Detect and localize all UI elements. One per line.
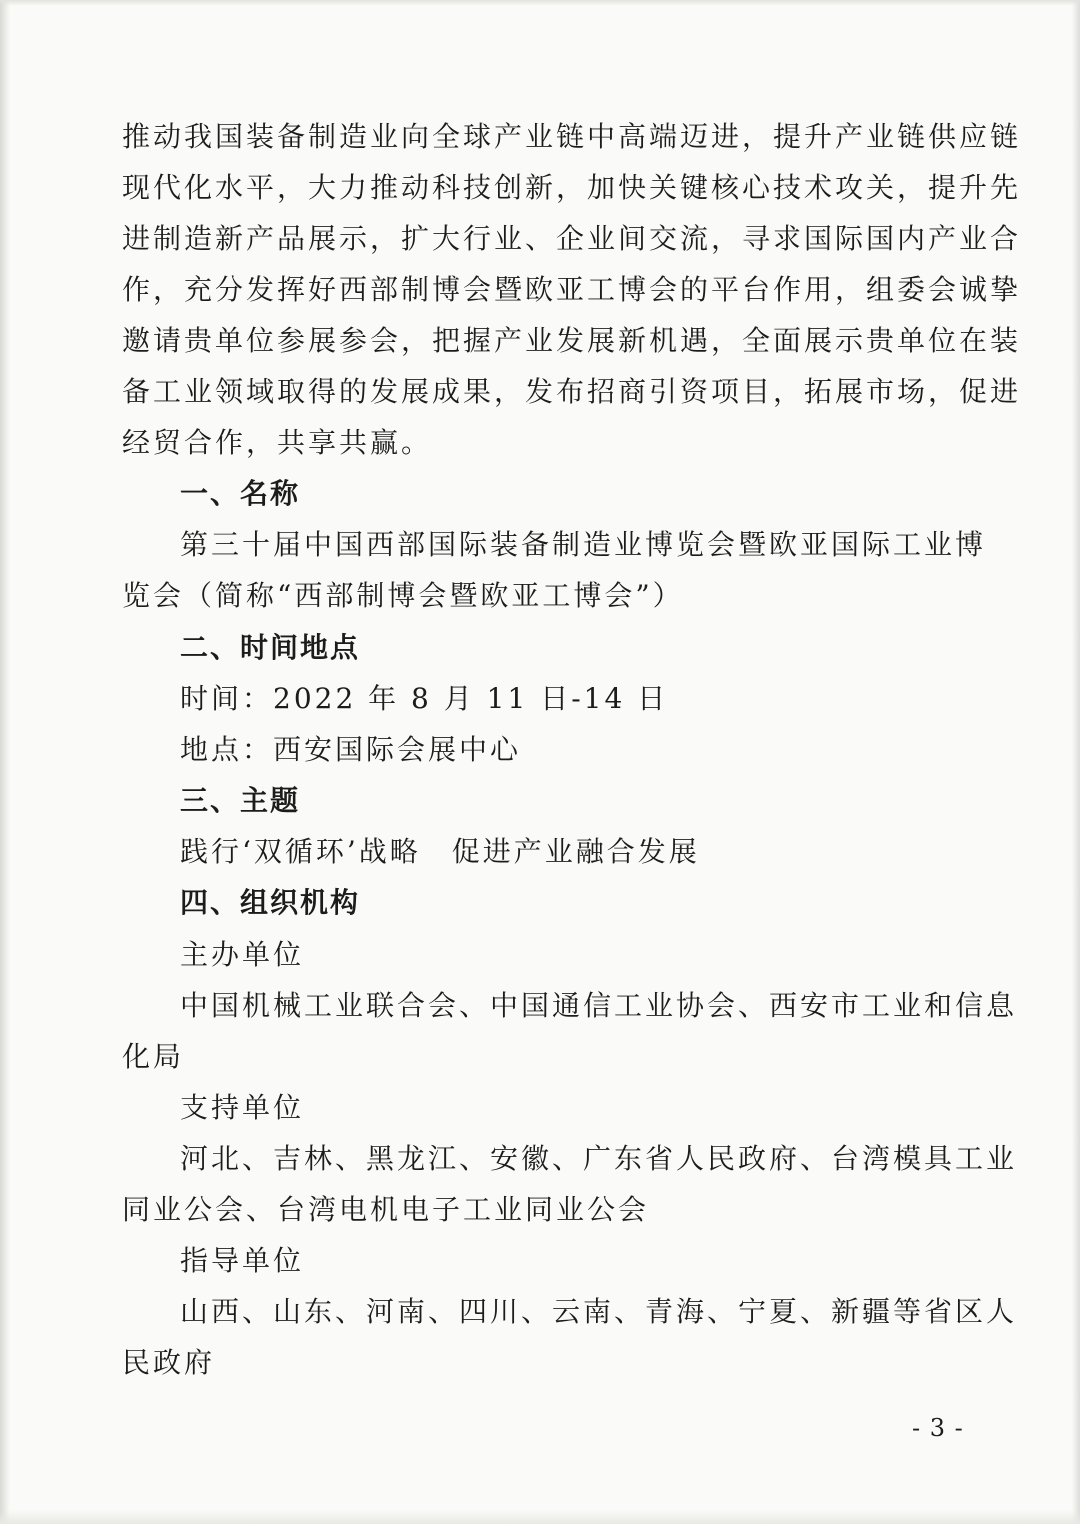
event-theme: 践行‘双循环’战略 促进产业融合发展 bbox=[180, 835, 700, 868]
section-heading-organization: 四、组织机构 bbox=[180, 886, 361, 919]
guide-text: 山西、山东、河南、四川、云南、青海、宁夏、新疆等省区人 bbox=[180, 1295, 1018, 1328]
intro-line: 作，充分发挥好西部制博会暨欧亚工博会的平台作用，组委会诚挚 bbox=[122, 273, 1022, 306]
host-text: 化局 bbox=[122, 1040, 185, 1073]
intro-line: 进制造新产品展示，扩大行业、企业间交流，寻求国际国内产业合 bbox=[122, 222, 1022, 255]
scan-edge-left bbox=[0, 0, 10, 1524]
intro-line: 邀请贵单位参展参会，把握产业发展新机遇，全面展示贵单位在装 bbox=[122, 324, 1022, 357]
intro-line: 推动我国装备制造业向全球产业链中高端迈进，提升产业链供应链 bbox=[122, 120, 1022, 153]
host-text: 中国机械工业联合会、中国通信工业协会、西安市工业和信息 bbox=[180, 989, 1018, 1022]
event-place: 地点：西安国际会展中心 bbox=[180, 733, 522, 766]
support-text: 同业公会、台湾电机电子工业同业公会 bbox=[122, 1193, 650, 1226]
section-text: 览会（简称“西部制博会暨欧亚工博会”） bbox=[122, 579, 684, 612]
intro-line: 备工业领域取得的发展成果，发布招商引资项目，拓展市场，促进 bbox=[122, 375, 1022, 408]
intro-line: 经贸合作，共享共赢。 bbox=[122, 426, 433, 459]
scan-edge-top bbox=[0, 0, 1080, 6]
section-heading-time-place: 二、时间地点 bbox=[180, 631, 361, 664]
section-heading-theme: 三、主题 bbox=[180, 784, 301, 817]
section-heading-name: 一、名称 bbox=[180, 477, 301, 510]
section-text: 第三十届中国西部国际装备制造业博览会暨欧亚国际工业博 bbox=[180, 528, 987, 561]
support-text: 河北、吉林、黑龙江、安徽、广东省人民政府、台湾模具工业 bbox=[180, 1142, 1018, 1175]
support-label: 支持单位 bbox=[180, 1091, 305, 1124]
scan-edge-bottom bbox=[0, 1510, 1080, 1524]
guide-label: 指导单位 bbox=[180, 1244, 305, 1277]
host-label: 主办单位 bbox=[180, 938, 305, 971]
event-time: 时间：2022 年 8 月 11 日-14 日 bbox=[180, 682, 669, 715]
intro-line: 现代化水平，大力推动科技创新，加快关键核心技术攻关，提升先 bbox=[122, 171, 1022, 204]
page-number: - 3 - bbox=[912, 1414, 964, 1442]
guide-text: 民政府 bbox=[122, 1346, 216, 1379]
scan-edge-right bbox=[1072, 0, 1080, 1524]
